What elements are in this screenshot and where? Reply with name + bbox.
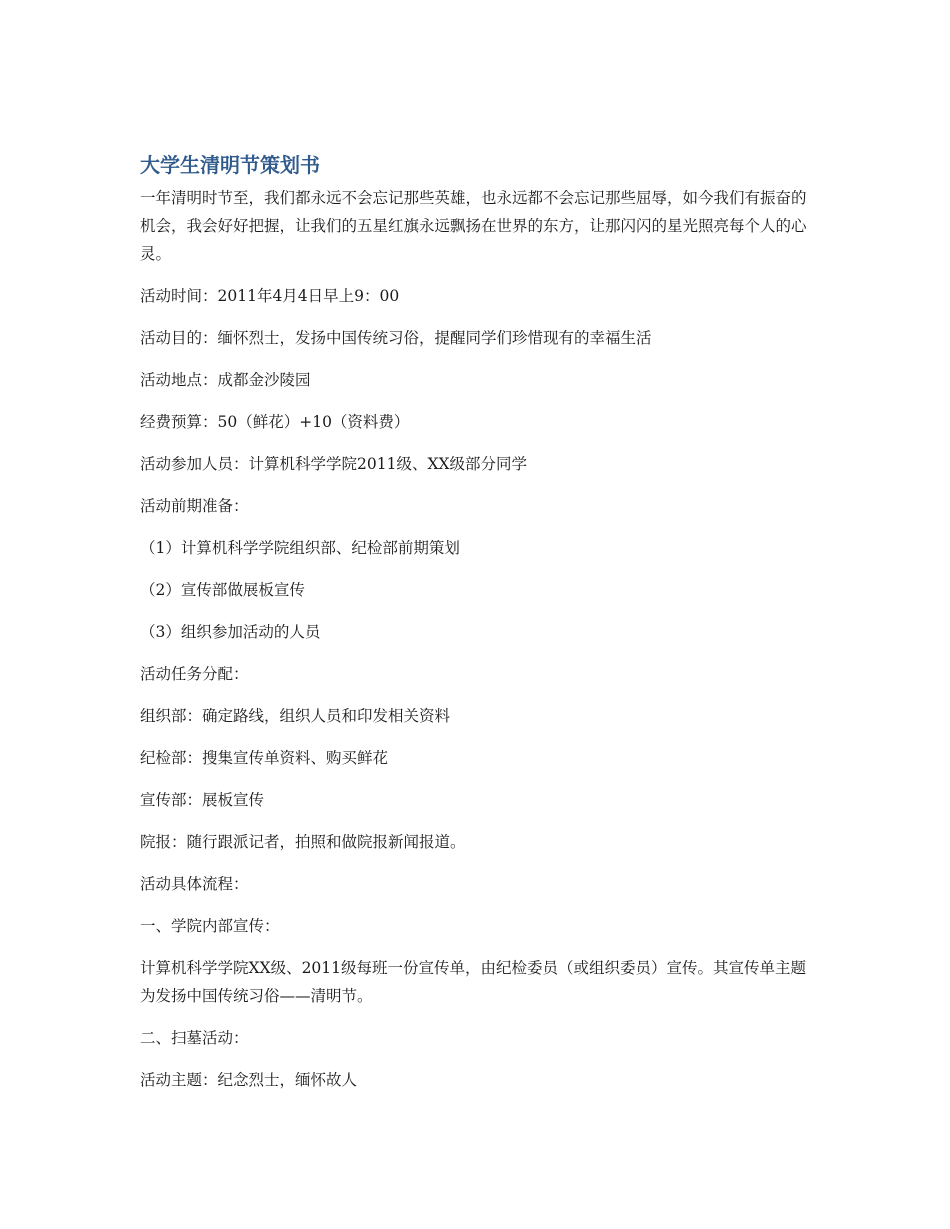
preparation-item: （2）宣传部做展板宣传	[140, 581, 305, 599]
activity-time: 活动时间：2011年4月4日早上9：00	[140, 287, 400, 305]
task-item: 组织部：确定路线，组织人员和印发相关资料	[140, 707, 451, 725]
task-item: 院报：随行跟派记者，拍照和做院报新闻报道。	[140, 833, 466, 851]
task-item: 宣传部：展板宣传	[140, 791, 265, 809]
activity-theme: 活动主题：纪念烈士，缅怀故人	[140, 1071, 358, 1089]
preparation-heading: 活动前期准备：	[140, 497, 249, 515]
section-heading: 二、扫墓活动：	[140, 1029, 249, 1047]
participants: 活动参加人员：计算机科学学院2011级、XX级部分同学	[140, 455, 528, 473]
activity-purpose: 活动目的：缅怀烈士，发扬中国传统习俗，提醒同学们珍惜现有的幸福生活	[140, 329, 652, 347]
task-heading: 活动任务分配：	[140, 665, 249, 683]
process-heading: 活动具体流程：	[140, 875, 249, 893]
budget: 经费预算：50（鲜花）+10（资料费）	[140, 413, 410, 431]
section-heading: 一、学院内部宣传：	[140, 917, 280, 935]
section-paragraph: 计算机科学学院XX级、2011级每班一份宣传单，由纪检委员（或组织委员）宣传。其宣传单主题为发扬中国传统习俗——清明节。	[140, 959, 807, 1005]
preparation-item: （1）计算机科学学院组织部、纪检部前期策划	[140, 539, 460, 557]
activity-location: 活动地点：成都金沙陵园	[140, 371, 311, 389]
document-body	[140, 150, 810, 1108]
document-title: 大学生清明节策划书	[140, 153, 320, 177]
task-item: 纪检部：搜集宣传单资料、购买鲜花	[140, 749, 389, 767]
preparation-item: （3）组织参加活动的人员	[140, 623, 321, 641]
intro-paragraph: 一年清明时节至，我们都永远不会忘记那些英雄，也永远都不会忘记那些屈辱，如今我们有振奋的机会，我会好好把握，让我们的五星红旗永远飘扬在世界的东方，让那闪闪的星光照亮每个人的心灵。	[140, 189, 807, 263]
